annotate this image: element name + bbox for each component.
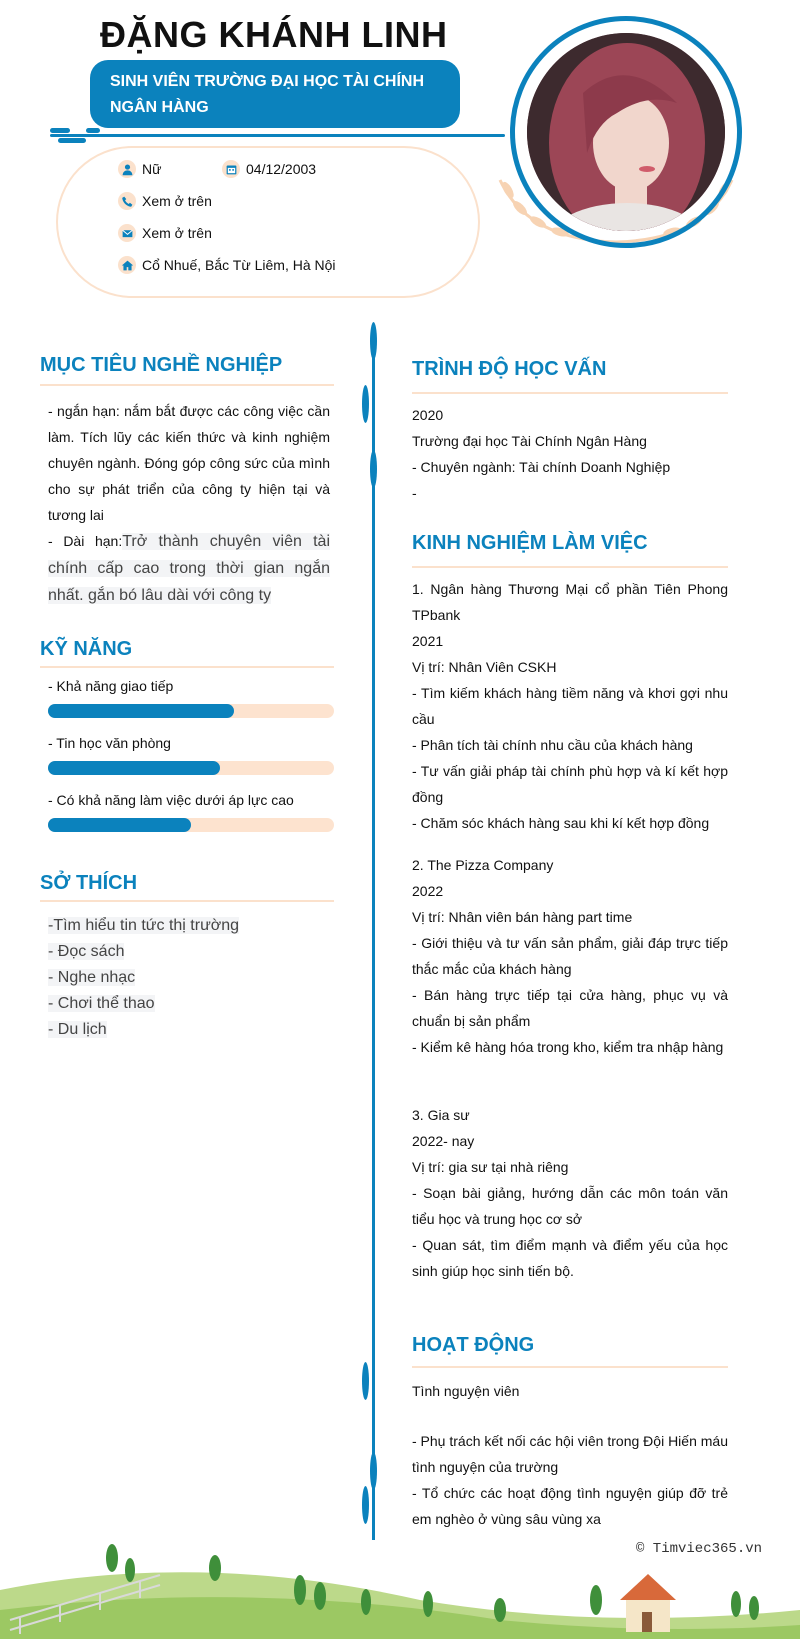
section-underline — [40, 900, 334, 902]
person-icon — [118, 160, 136, 178]
header-dash — [58, 138, 86, 143]
header-divider — [50, 134, 505, 137]
hobby-item: - Chơi thể thao — [48, 995, 155, 1012]
divider-drop — [370, 450, 377, 488]
skill-label: - Có khả năng làm việc dưới áp lực cao — [48, 792, 294, 808]
long-term-label: - Dài hạn: — [48, 533, 123, 549]
education-school: Trường đại học Tài Chính Ngân Hàng — [412, 433, 647, 449]
section-underline — [412, 566, 728, 568]
section-underline — [412, 1366, 728, 1368]
phone-value: Xem ở trên — [142, 193, 212, 209]
long-term-goal — [48, 528, 330, 609]
hobby-item: - Du lịch — [48, 1021, 107, 1038]
activity-role: Tình nguyện viên — [412, 1383, 520, 1399]
contact-phone — [118, 192, 212, 210]
contact-birthday — [222, 160, 316, 178]
job-duty: - Quan sát, tìm điểm mạnh và điểm yếu của học sinh giúp học sinh tiến bộ. — [412, 1237, 728, 1279]
job-duty: - Chăm sóc khách hàng sau khi kí kết hợp đồng — [412, 815, 710, 831]
job-2 — [412, 852, 728, 1060]
job-company: 3. Gia sư — [412, 1107, 470, 1123]
profile-photo — [527, 33, 725, 231]
candidate-subtitle: SINH VIÊN TRƯỜNG ĐẠI HỌC TÀI CHÍNH NGÂN HÀNG — [90, 60, 460, 128]
divider-drop — [362, 385, 369, 423]
education-heading: TRÌNH ĐỘ HỌC VẤN — [412, 358, 607, 380]
job-duty: - Kiểm kê hàng hóa trong kho, kiểm tra nhập hàng — [412, 1039, 724, 1055]
short-term-goal: - ngắn hạn: nắm bắt được các công việc cần làm. Tích lũy các kiến thức và kinh nghiệm chuyên ngành. Đóng góp công sức của mình cho sự phát triển của công ty hiện tại và tương lai — [48, 403, 330, 523]
job-position: Vị trí: gia sư tại nhà riêng — [412, 1159, 569, 1175]
job-duty: - Giới thiệu và tư vấn sản phẩm, giải đáp trực tiếp thắc mắc của khách hàng — [412, 935, 728, 977]
job-position: Vị trí: Nhân viên bán hàng part time — [412, 909, 633, 925]
activities-block — [412, 1378, 728, 1532]
skills-heading: KỸ NĂNG — [40, 638, 133, 660]
skill-bar — [48, 818, 334, 832]
contact-email — [118, 224, 212, 242]
email-value: Xem ở trên — [142, 225, 212, 241]
activity-item: - Tổ chức các hoạt động tình nguyện giúp đỡ trẻ em nghèo ở vùng sâu vùng xa — [412, 1485, 728, 1527]
education-year: 2020 — [412, 407, 444, 423]
calendar-icon — [222, 160, 240, 178]
skill-label: - Khả năng giao tiếp — [48, 678, 174, 694]
divider-drop — [362, 1362, 369, 1400]
gender-value: Nữ — [142, 161, 162, 177]
contact-gender — [118, 160, 161, 178]
home-icon — [118, 256, 136, 274]
job-duty: - Phân tích tài chính nhu cầu của khách hàng — [412, 737, 693, 753]
activity-item: - Phụ trách kết nối các hội viên trong Đội Hiến máu tình nguyện của trường — [412, 1433, 728, 1475]
divider-drop — [362, 1486, 369, 1524]
birthday-value: 04/12/2003 — [246, 161, 317, 177]
job-year: 2022- nay — [412, 1133, 475, 1149]
activities-heading: HOẠT ĐỘNG — [412, 1334, 535, 1356]
watermark: © Timviec365.vn — [636, 1541, 763, 1557]
experience-heading: KINH NGHIỆM LÀM VIỆC — [412, 532, 648, 554]
spacer — [412, 1404, 728, 1428]
hobby-list — [48, 913, 330, 1043]
skill-bar — [48, 704, 334, 718]
education-extra: - — [412, 485, 417, 501]
skill-bar-fill — [48, 818, 191, 832]
address-value: Cổ Nhuế, Bắc Từ Liêm, Hà Nội — [142, 257, 336, 273]
envelope-icon — [118, 224, 136, 242]
job-year: 2022 — [412, 883, 444, 899]
education-major: - Chuyên ngành: Tài chính Doanh Nghiệp — [412, 459, 671, 475]
header-dash — [50, 128, 70, 133]
contact-address — [118, 256, 336, 274]
job-1 — [412, 576, 728, 836]
job-duty: - Tìm kiếm khách hàng tiềm năng và khơi gợi nhu cầu — [412, 685, 728, 727]
section-underline — [412, 392, 728, 394]
skill-label: - Tin học văn phòng — [48, 735, 171, 751]
divider-drop — [370, 1452, 377, 1490]
job-3 — [412, 1102, 728, 1284]
job-year: 2021 — [412, 633, 444, 649]
job-duty: - Soạn bài giảng, hướng dẫn các môn toán văn tiểu học và trung học cơ sở — [412, 1185, 728, 1227]
job-duty: - Bán hàng trực tiếp tại cửa hàng, phục vụ và chuẩn bị sản phẩm — [412, 987, 728, 1029]
skill-bar — [48, 761, 334, 775]
job-company: 2. The Pizza Company — [412, 857, 554, 873]
section-underline — [40, 384, 334, 386]
phone-icon — [118, 192, 136, 210]
career-goal-heading: MỤC TIÊU NGHỀ NGHIỆP — [40, 354, 283, 376]
skill-bar-fill — [48, 761, 220, 775]
hobby-item: - Nghe nhạc — [48, 969, 136, 986]
career-goal-text — [48, 398, 330, 609]
hobby-item: - Đọc sách — [48, 943, 125, 960]
candidate-name: ĐẶNG KHÁNH LINH — [100, 14, 448, 55]
section-underline — [40, 666, 334, 668]
job-duty: - Tư vấn giải pháp tài chính phù hợp và kí kết hợp đồng — [412, 763, 728, 805]
column-divider — [372, 340, 375, 1540]
skill-bar-fill — [48, 704, 234, 718]
hobby-item: -Tìm hiểu tin tức thị trường — [48, 917, 240, 934]
divider-drop — [370, 322, 377, 360]
hobbies-heading: SỞ THÍCH — [40, 872, 138, 894]
header-dash — [86, 128, 100, 133]
long-term-text: Trở thành chuyên viên tài chính cấp cao trong thời gian ngắn nhất. gắn bó lâu dài với công ty — [48, 533, 330, 604]
job-company: 1. Ngân hàng Thương Mại cổ phần Tiên Phong TPbank — [412, 581, 728, 623]
education-block — [412, 402, 728, 506]
job-position: Vị trí: Nhân Viên CSKH — [412, 659, 557, 675]
